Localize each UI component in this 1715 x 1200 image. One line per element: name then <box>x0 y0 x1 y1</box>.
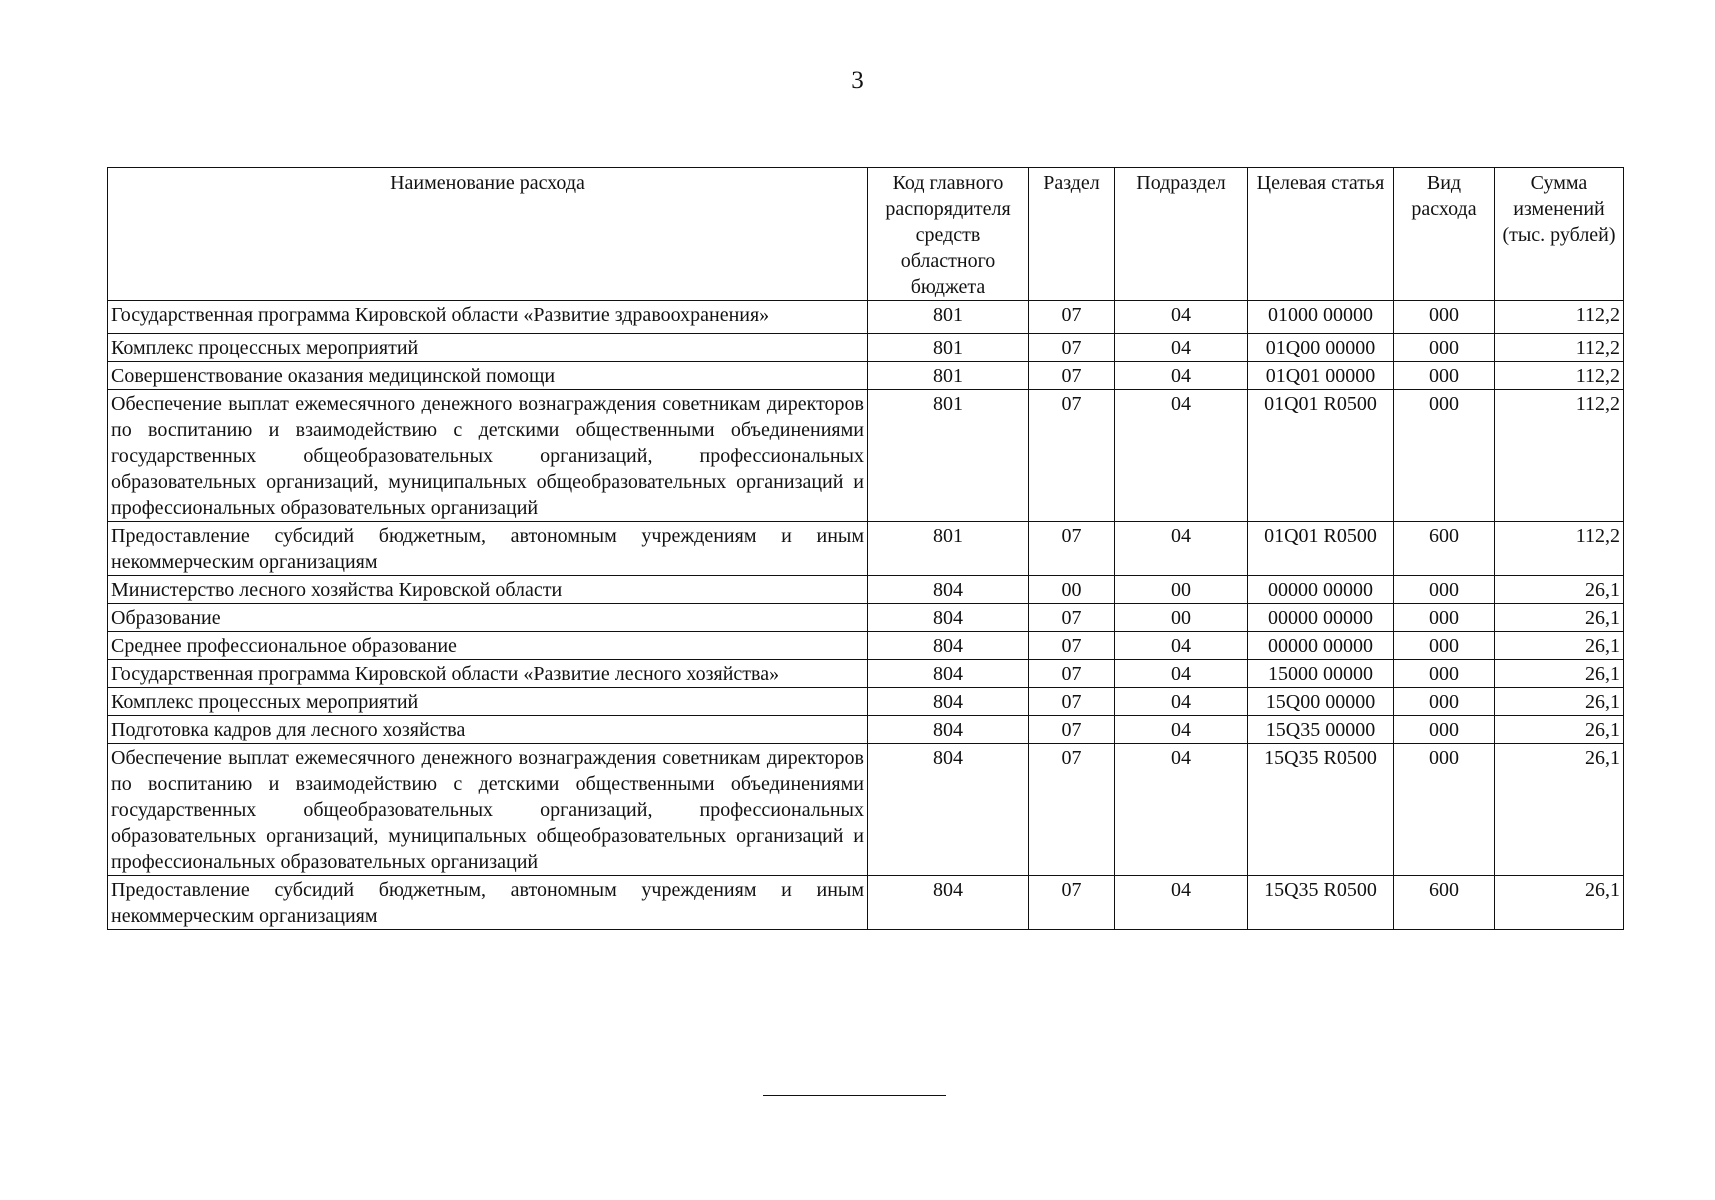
cell-name: Обеспечение выплат ежемесячного денежного вознаграждения советникам директоров по воспитанию и взаимодействию с детскими общественными объединениями государственных общеобразовательных организаций, профессиональных образовательных организаций, муниципальных общеобразовательных организаций и профессиональных образовательных организаций <box>108 744 868 876</box>
cell-code: 804 <box>868 660 1029 688</box>
cell-sum: 112,2 <box>1495 334 1624 362</box>
cell-code: 801 <box>868 362 1029 390</box>
cell-section: 07 <box>1029 301 1115 334</box>
cell-section: 07 <box>1029 362 1115 390</box>
cell-subsection: 04 <box>1115 334 1248 362</box>
cell-type: 000 <box>1394 688 1495 716</box>
cell-subsection: 04 <box>1115 632 1248 660</box>
cell-type: 000 <box>1394 632 1495 660</box>
cell-subsection: 04 <box>1115 876 1248 930</box>
table-header-row <box>108 168 1624 301</box>
cell-name: Государственная программа Кировской области «Развитие здравоохранения» <box>108 301 868 334</box>
cell-target: 15000 00000 <box>1248 660 1394 688</box>
cell-code: 801 <box>868 390 1029 522</box>
cell-target: 00000 00000 <box>1248 604 1394 632</box>
table-row <box>108 301 1624 334</box>
cell-code: 804 <box>868 576 1029 604</box>
cell-name: Подготовка кадров для лесного хозяйства <box>108 716 868 744</box>
table-row <box>108 876 1624 930</box>
table-row <box>108 716 1624 744</box>
cell-name: Министерство лесного хозяйства Кировской области <box>108 576 868 604</box>
header-sum: Сумма изменений (тыс. рублей) <box>1495 168 1624 301</box>
table-row <box>108 744 1624 876</box>
cell-type: 000 <box>1394 604 1495 632</box>
cell-subsection: 04 <box>1115 688 1248 716</box>
cell-type: 000 <box>1394 301 1495 334</box>
cell-target: 00000 00000 <box>1248 576 1394 604</box>
header-subsection: Подраздел <box>1115 168 1248 301</box>
cell-subsection: 04 <box>1115 301 1248 334</box>
table-row <box>108 362 1624 390</box>
header-type: Вид расхода <box>1394 168 1495 301</box>
cell-type: 000 <box>1394 576 1495 604</box>
expenditure-table <box>107 167 1624 930</box>
footer-divider <box>763 1095 946 1096</box>
cell-target: 01Q01 R0500 <box>1248 522 1394 576</box>
cell-section: 07 <box>1029 632 1115 660</box>
cell-name: Среднее профессиональное образование <box>108 632 868 660</box>
cell-type: 600 <box>1394 876 1495 930</box>
cell-section: 07 <box>1029 876 1115 930</box>
table-row <box>108 576 1624 604</box>
header-target: Целевая статья <box>1248 168 1394 301</box>
cell-type: 000 <box>1394 660 1495 688</box>
table-row <box>108 660 1624 688</box>
cell-name: Обеспечение выплат ежемесячного денежного вознаграждения советникам директоров по воспитанию и взаимодействию с детскими общественными объединениями государственных общеобразовательных организаций, профессиональных образовательных организаций, муниципальных общеобразовательных организаций и профессиональных образовательных организаций <box>108 390 868 522</box>
cell-name: Предоставление субсидий бюджетным, автономным учреждениям и иным некоммерческим организациям <box>108 876 868 930</box>
cell-target: 15Q00 00000 <box>1248 688 1394 716</box>
cell-section: 07 <box>1029 716 1115 744</box>
table-row <box>108 522 1624 576</box>
cell-type: 000 <box>1394 744 1495 876</box>
cell-subsection: 00 <box>1115 604 1248 632</box>
header-code: Код главного распорядителя средств областного бюджета <box>868 168 1029 301</box>
cell-name: Предоставление субсидий бюджетным, автономным учреждениям и иным некоммерческим организациям <box>108 522 868 576</box>
table-row <box>108 688 1624 716</box>
cell-target: 15Q35 R0500 <box>1248 876 1394 930</box>
cell-code: 804 <box>868 632 1029 660</box>
cell-sum: 26,1 <box>1495 576 1624 604</box>
cell-code: 801 <box>868 522 1029 576</box>
cell-target: 01Q00 00000 <box>1248 334 1394 362</box>
cell-code: 804 <box>868 716 1029 744</box>
cell-name: Образование <box>108 604 868 632</box>
cell-code: 801 <box>868 334 1029 362</box>
cell-sum: 112,2 <box>1495 362 1624 390</box>
cell-type: 000 <box>1394 334 1495 362</box>
table-row <box>108 334 1624 362</box>
cell-type: 000 <box>1394 390 1495 522</box>
cell-code: 804 <box>868 604 1029 632</box>
cell-section: 07 <box>1029 390 1115 522</box>
table-row <box>108 632 1624 660</box>
cell-name: Комплекс процессных мероприятий <box>108 334 868 362</box>
cell-target: 01Q01 R0500 <box>1248 390 1394 522</box>
cell-sum: 26,1 <box>1495 716 1624 744</box>
cell-subsection: 00 <box>1115 576 1248 604</box>
cell-name: Комплекс процессных мероприятий <box>108 688 868 716</box>
cell-sum: 112,2 <box>1495 522 1624 576</box>
cell-code: 804 <box>868 876 1029 930</box>
cell-subsection: 04 <box>1115 716 1248 744</box>
cell-code: 804 <box>868 688 1029 716</box>
cell-sum: 26,1 <box>1495 604 1624 632</box>
cell-sum: 112,2 <box>1495 390 1624 522</box>
cell-target: 15Q35 00000 <box>1248 716 1394 744</box>
cell-code: 801 <box>868 301 1029 334</box>
cell-type: 000 <box>1394 362 1495 390</box>
cell-sum: 26,1 <box>1495 744 1624 876</box>
cell-section: 07 <box>1029 660 1115 688</box>
cell-subsection: 04 <box>1115 362 1248 390</box>
page-number: 3 <box>851 67 864 94</box>
cell-section: 00 <box>1029 576 1115 604</box>
cell-subsection: 04 <box>1115 660 1248 688</box>
cell-code: 804 <box>868 744 1029 876</box>
cell-subsection: 04 <box>1115 522 1248 576</box>
cell-section: 07 <box>1029 522 1115 576</box>
cell-target: 15Q35 R0500 <box>1248 744 1394 876</box>
cell-subsection: 04 <box>1115 744 1248 876</box>
cell-section: 07 <box>1029 334 1115 362</box>
cell-sum: 26,1 <box>1495 632 1624 660</box>
cell-sum: 112,2 <box>1495 301 1624 334</box>
cell-target: 01Q01 00000 <box>1248 362 1394 390</box>
cell-subsection: 04 <box>1115 390 1248 522</box>
cell-section: 07 <box>1029 688 1115 716</box>
cell-sum: 26,1 <box>1495 876 1624 930</box>
header-name: Наименование расхода <box>108 168 868 301</box>
cell-section: 07 <box>1029 604 1115 632</box>
cell-sum: 26,1 <box>1495 688 1624 716</box>
cell-name: Совершенствование оказания медицинской помощи <box>108 362 868 390</box>
cell-sum: 26,1 <box>1495 660 1624 688</box>
header-section: Раздел <box>1029 168 1115 301</box>
cell-name: Государственная программа Кировской области «Развитие лесного хозяйства» <box>108 660 868 688</box>
cell-section: 07 <box>1029 744 1115 876</box>
table-row <box>108 604 1624 632</box>
cell-target: 00000 00000 <box>1248 632 1394 660</box>
cell-type: 000 <box>1394 716 1495 744</box>
cell-target: 01000 00000 <box>1248 301 1394 334</box>
cell-type: 600 <box>1394 522 1495 576</box>
table-row <box>108 390 1624 522</box>
